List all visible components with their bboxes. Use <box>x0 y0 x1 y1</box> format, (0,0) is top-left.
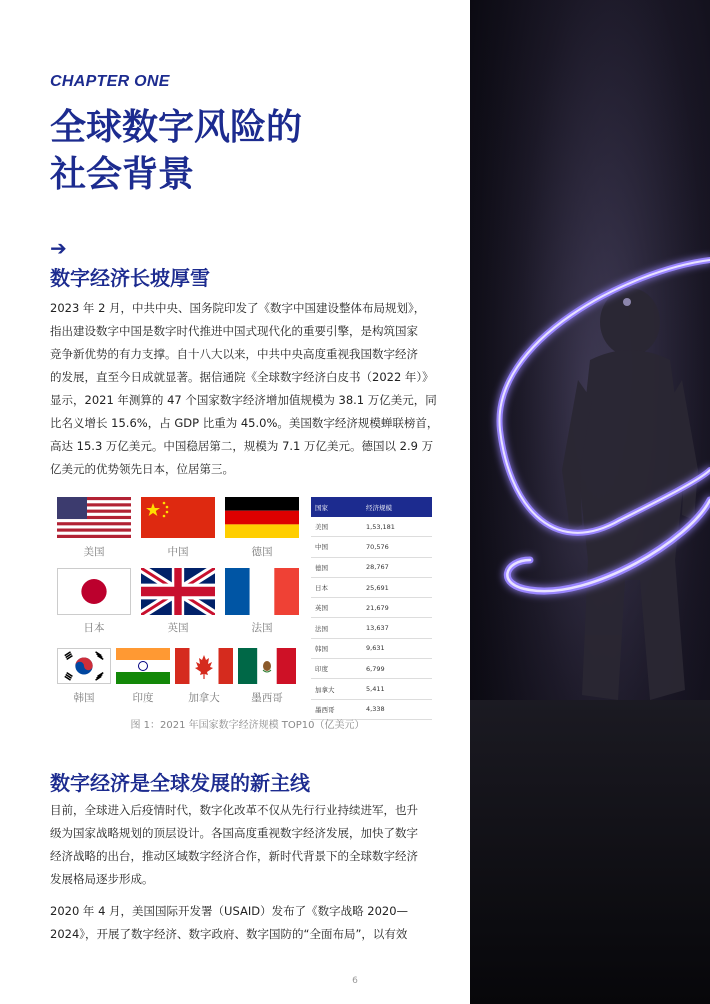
table-row <box>311 679 432 699</box>
flag-label-ca: 加拿大 <box>188 692 220 704</box>
table-cell: 英国 <box>315 604 328 613</box>
flag-label-uk: 英国 <box>167 622 189 634</box>
flag-jp-icon <box>57 568 131 615</box>
table-cell: 4,338 <box>366 705 385 714</box>
text-line: 指出建设数字中国是数字时代推进中国式现代化的重要引擎，是构筑国家 <box>50 324 418 338</box>
text-line: 经济战略的出台，推动区域数字经济合作，新时代背景下的全球数字经济 <box>50 849 418 863</box>
section2-paragraph-2 <box>50 900 445 946</box>
text-line: 竞争新优势的有力支撑。自十八大以来，中共中央高度重视我国数字经济 <box>50 347 418 361</box>
title-line-1: 全球数字风险的 <box>50 107 303 148</box>
table-cell: 印度 <box>315 665 328 674</box>
flag-kr-icon <box>57 648 111 684</box>
table-row <box>311 578 432 598</box>
flag-label-de: 德国 <box>251 546 273 558</box>
flag-label-us: 美国 <box>83 546 105 558</box>
text-line: 比名义增长 15.6%，占 GDP 比重为 45.0%。美国数字经济规模蝉联榜首， <box>50 416 439 430</box>
page-number: 6 <box>352 976 358 986</box>
flag-label-cn: 中国 <box>167 546 189 558</box>
text-line: 2020 年 4 月，美国国际开发署（USAID）发布了《数字战略 2020— <box>50 904 409 918</box>
flag-in-icon <box>116 648 170 684</box>
table-cell: 韩国 <box>315 644 328 653</box>
text-line: 的发展，直至今日成就显著。据信通院《全球数字经济白皮书（2022 年）》 <box>50 370 434 384</box>
table-cell: 德国 <box>315 563 328 572</box>
flag-mx-icon <box>238 648 296 684</box>
text-line: 亿美元的优势领先日本，位居第三。 <box>50 462 234 476</box>
flag-label-kr: 韩国 <box>73 692 95 704</box>
flag-cn-icon <box>141 497 215 538</box>
flag-label-in: 印度 <box>132 692 154 704</box>
flag-ca-icon <box>175 648 233 684</box>
economy-table <box>311 497 432 720</box>
text-line: 2024》，开展了数字经济、数字政府、数字国防的“全面布局”，以有效 <box>50 927 408 941</box>
flag-label-mx: 墨西哥 <box>251 692 283 704</box>
title-line-2: 社会背景 <box>50 154 195 195</box>
table-cell: 70,576 <box>366 542 389 551</box>
text-line: 高达 15.3 万亿美元。中国稳居第二，规模为 7.1 万亿美元。德国以 2.9 万 <box>50 439 434 453</box>
page-title <box>50 104 460 198</box>
table-cell: 法国 <box>315 624 328 633</box>
table-cell: 28,767 <box>366 563 389 572</box>
table-row <box>311 659 432 679</box>
table-row <box>311 517 432 537</box>
text-line: 发展格局逐步形成。 <box>50 872 154 886</box>
text-line: 2023 年 2 月，中共中央、国务院印发了《数字中国建设整体布局规划》， <box>50 301 426 315</box>
table-cell: 13,637 <box>366 624 389 633</box>
astronaut-neon-photo <box>470 0 710 1004</box>
figure-caption: 图 1：2021 年国家数字经济规模 TOP10（亿美元） <box>130 720 365 731</box>
flag-us-icon <box>57 497 131 538</box>
flag-label-fr: 法国 <box>251 622 273 634</box>
table-header-cell: 经济规模 <box>366 503 392 512</box>
table-cell: 6,799 <box>366 664 385 673</box>
arrow-right-icon: ➔ <box>50 236 67 260</box>
flag-fr-icon <box>225 568 299 615</box>
table-row <box>311 598 432 618</box>
table-row <box>311 558 432 578</box>
flag-de-icon <box>225 497 299 538</box>
section-heading-1: 数字经济长坡厚雪 <box>50 266 210 290</box>
table-cell: 中国 <box>315 543 328 552</box>
section2-paragraph-1 <box>50 799 445 891</box>
table-cell: 日本 <box>315 584 328 593</box>
table-header <box>311 497 432 517</box>
flag-uk-icon <box>141 568 215 615</box>
table-row <box>311 618 432 638</box>
table-row <box>311 537 432 557</box>
table-cell: 加拿大 <box>315 685 335 694</box>
chapter-label: CHAPTER ONE <box>50 73 170 90</box>
flag-label-jp: 日本 <box>83 622 105 634</box>
section1-paragraph <box>50 297 445 481</box>
section-heading-2: 数字经济是全球发展的新主线 <box>50 771 310 795</box>
text-line: 显示，2021 年测算的 47 个国家数字经济增加值规模为 38.1 万亿美元，同 <box>50 393 437 407</box>
table-cell: 25,691 <box>366 583 389 592</box>
table-cell: 1,53,181 <box>366 522 395 531</box>
table-row <box>311 639 432 659</box>
table-cell: 5,411 <box>366 685 385 694</box>
text-line: 级为国家战略规划的顶层设计。各国高度重视数字经济发展，加快了数字 <box>50 826 418 840</box>
text-line: 目前，全球进入后疫情时代，数字化改革不仅从先行行业持续进军，也升 <box>50 803 418 817</box>
table-cell: 美国 <box>315 523 328 532</box>
table-cell: 9,631 <box>366 644 385 653</box>
table-header-cell: 国家 <box>315 503 328 512</box>
table-cell: 墨西哥 <box>315 705 335 714</box>
table-cell: 21,679 <box>366 603 389 612</box>
